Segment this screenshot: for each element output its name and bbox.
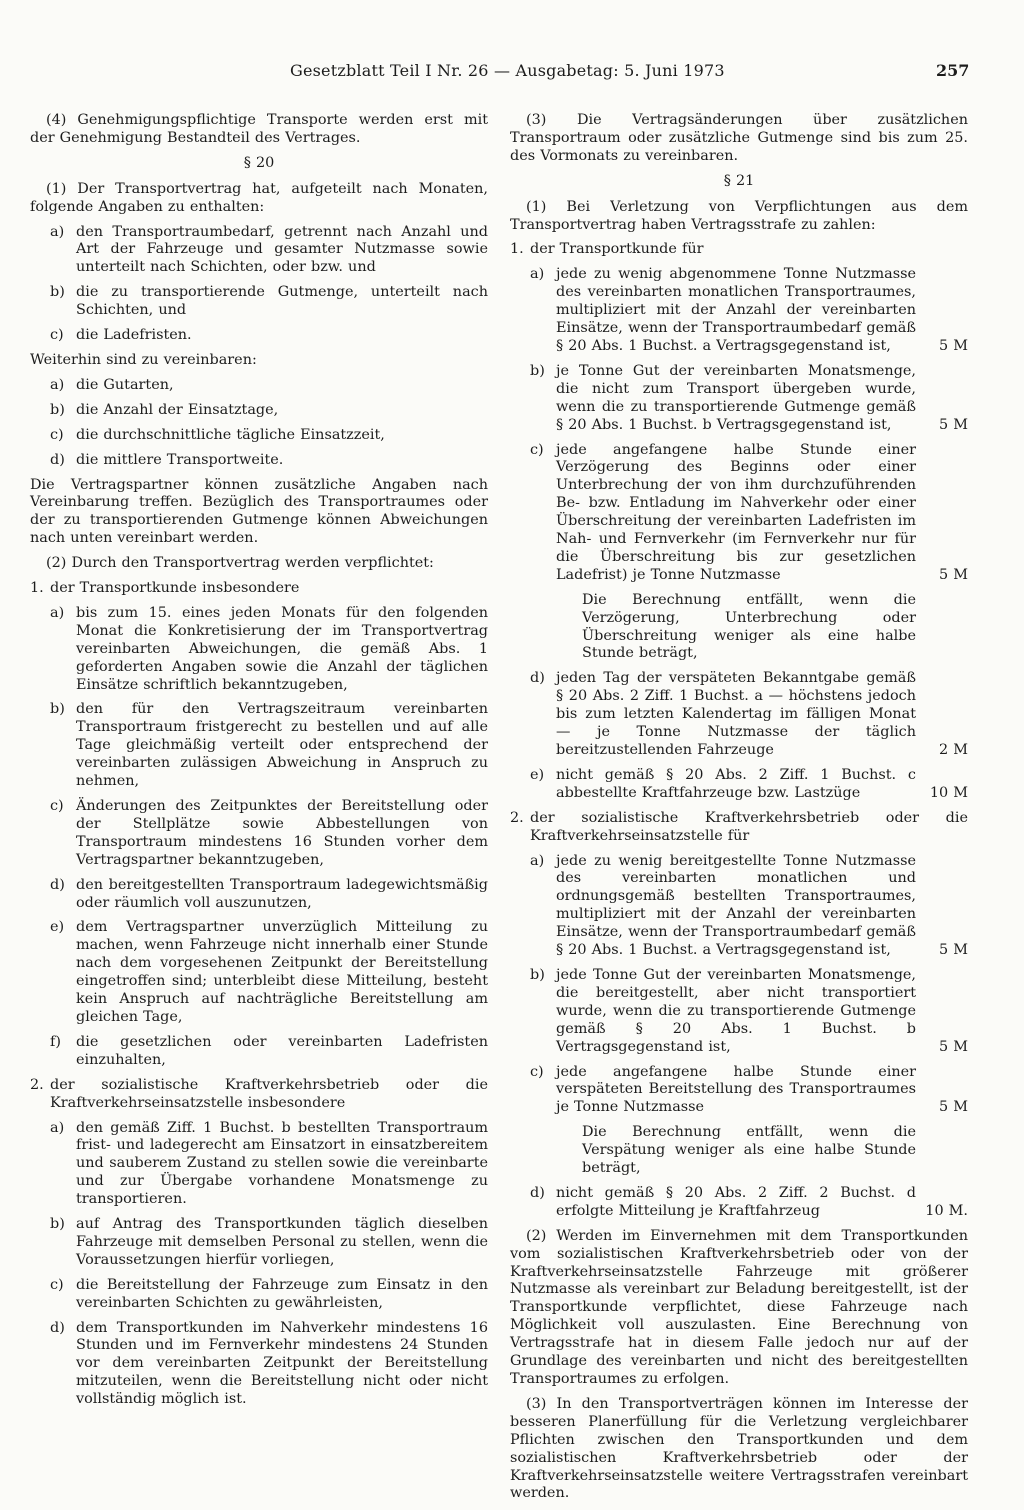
item-label: c)	[530, 1063, 544, 1080]
paragraph-3b: (3) In den Transportverträgen können im Interesse der besseren Planerfüllung für die Verletzung vergleichbarer Pflichten zwischen den Transportkunden und dem sozialistischen Kraftverkehrsbetrieb oder der Kraftverkehrseinsatzstelle weitere Vertragsstrafen vereinbart werden.	[510, 1395, 968, 1502]
item-label: b)	[50, 701, 65, 718]
item-label: c)	[50, 798, 64, 814]
penalty-amount: 5 M	[939, 416, 968, 433]
right-column	[510, 112, 968, 1510]
list-item	[30, 452, 488, 470]
item-label: b)	[50, 1216, 65, 1233]
item-text: der sozialistische Kraftverkehrsbetrieb oder die Kraftverkehrseinsatzstelle insbesondere	[50, 1076, 488, 1111]
list-item	[30, 284, 488, 320]
item-label: b)	[50, 284, 65, 301]
penalty-item	[510, 853, 968, 960]
list-item	[30, 377, 488, 395]
penalty-amount: 10 M	[929, 784, 968, 801]
paragraph-2: (2) Werden im Einvernehmen mit dem Transportkunden vom sozialistischen Kraftverkehrsbetrieb oder von der Kraftverkehrseinsatzstelle Fahrzeuge mit größerer Nutzmasse als vereinbart zur Beladung bereitgestellt, ist der Transportkunde verpflichtet, diese Fahrzeuge nach Möglichkeit voll auszulasten. Eine Berechnung von Vertragsstrafe hat in diesem Falle jedoch nur auf der Grundlage des vereinbarten und nicht des bereitgestellten Transportraumes zu erfolgen.	[510, 1227, 968, 1387]
list-item	[30, 224, 488, 278]
penalty-amount: 5 M	[939, 337, 968, 354]
item-label: b)	[50, 401, 65, 418]
list-item	[30, 327, 488, 345]
page-number: 257	[936, 61, 970, 80]
item-label: a)	[530, 852, 545, 869]
item-text: dem Vertragspartner unverzüglich Mitteilung zu machen, wenn Fahrzeuge nicht innerhalb einer Stunde nach dem vorgesehenen Zeitpunkt der Bereitstellung eingetroffen sind; unterbleibt diese Mitteilung, besteht kein Anspruch auf nachträgliche Bereitstellung am gleichen Tage,	[76, 919, 488, 1025]
penalty-amount: 5 M	[939, 566, 968, 583]
page-header	[0, 61, 1024, 85]
item-text: der Transportkunde für	[530, 241, 704, 258]
item-text: jeden Tag der verspäteten Bekanntgabe gemäß § 20 Abs. 2 Ziff. 1 Buchst. a — höchstens jedoch bis zum letzten Kalendertag im fälligen Monat — je Tonne Nutzmasse der täglich bereitzustellenden Fahrzeuge	[556, 670, 916, 758]
item-text: die Gutarten,	[76, 376, 174, 393]
item-text: jede Tonne Gut der vereinbarten Monatsmenge, die bereitgestellt, aber nicht transportiert wurde, wenn die zu transportierende Gutmenge gemäß § 20 Abs. 1 Buchst. b Vertragsgegenstand ist,	[556, 966, 916, 1055]
penalty-item	[510, 442, 968, 585]
item-label: c)	[50, 1276, 64, 1293]
item-label: a)	[50, 376, 65, 393]
item-text: nicht gemäß § 20 Abs. 2 Ziff. 1 Buchst. c abbestellte Kraftfahrzeuge bzw. Lastzüge	[556, 766, 916, 801]
penalty-amount: 5 M	[939, 1099, 968, 1116]
item-text: die mittlere Transportweite.	[76, 451, 284, 468]
list-item	[30, 402, 488, 420]
penalty-item	[510, 1064, 968, 1118]
section-heading-21: § 21	[723, 172, 755, 189]
paragraph-1: (1) Der Transportvertrag hat, aufgeteilt nach Monaten, folgende Angaben zu enthalten:	[30, 180, 488, 215]
item-text: dem Transportkunden im Nahverkehr mindestens 16 Stunden und im Fernverkehr mindestens 24 Stunden vor dem vereinbarten Zeitpunkt der Bereitstellung mitzuteilen, wenn die Bereitstellung nicht oder nicht vollständig möglich ist.	[76, 1319, 488, 1408]
penalty-amount: 2 M	[939, 742, 968, 758]
item-text: jede angefangene halbe Stunde einer verspäteten Bereitstellung des Transportraumes je Tonne Nutzmasse	[556, 1063, 916, 1116]
list-item	[510, 810, 968, 846]
item-label: d)	[530, 670, 545, 687]
penalty-item	[510, 967, 968, 1057]
item-text: Änderungen des Zeitpunktes der Bereitstellung oder der Stellplätze sowie Abbestellungen von Transportraum mindestens 16 Stunden vorher dem Vertragspartner bekanntzugeben,	[76, 798, 488, 868]
item-label: f)	[50, 1033, 61, 1050]
item-label: e)	[50, 919, 65, 936]
penalty-amount: 5 M	[939, 1038, 968, 1055]
penalty-note: Die Berechnung entfällt, wenn die Verzögerung, Unterbrechung oder Überschreitung weniger als eine halbe Stunde beträgt,	[582, 591, 916, 662]
left-column	[30, 112, 488, 1416]
section-heading-20: § 20	[243, 154, 275, 171]
list-item	[30, 1320, 488, 1410]
item-label: a)	[50, 1119, 65, 1136]
item-label: b)	[530, 966, 545, 983]
item-text: die zu transportierende Gutmenge, unterteilt nach Schichten, und	[76, 284, 488, 319]
item-text: je Tonne Gut der vereinbarten Monatsmenge, die nicht zum Transport übergeben wurde, wenn die zu transportierende Gutmenge gemäß § 20 Abs. 1 Buchst. b Vertragsgegenstand ist,	[556, 362, 916, 433]
paragraph-2: (2) Durch den Transportvertrag werden verpflichtet:	[46, 555, 434, 572]
item-text: jede zu wenig bereitgestellte Tonne Nutzmasse des vereinbarten monatlichen und ordnungsgemäß bestellten Transportraumes, multipliziert mit der Anzahl der vereinbarten Einsätze, wenn der Transportraumbedarf gemäß § 20 Abs. 1 Buchst. a Vertragsgegenstand ist,	[556, 852, 916, 959]
list-item	[30, 1216, 488, 1270]
list-item	[30, 798, 488, 870]
penalty-note: Die Berechnung entfällt, wenn die Verspätung weniger als eine halbe Stunde beträgt,	[582, 1124, 916, 1177]
item-label: d)	[50, 451, 65, 468]
item-label: 2.	[30, 1076, 44, 1093]
item-label: d)	[50, 876, 65, 893]
item-label: e)	[530, 766, 545, 783]
list-item	[30, 877, 488, 913]
item-text: bis zum 15. eines jeden Monats für den folgenden Monat die Konkretisierung der im Transportvertrag vereinbarten Abweichungen, die gemäß Abs. 1 geforderten Angaben sowie die Anzahl der täglichen Einsätze schriftlich bekanntzugeben,	[76, 604, 488, 693]
item-label: 1.	[510, 241, 524, 258]
list-item	[30, 919, 488, 1026]
list-item	[30, 1077, 488, 1113]
paragraph-3: (3) Die Vertragsänderungen über zusätzlichen Transportraum oder zusätzliche Gutmenge sind bis zum 25. des Vormonats zu vereinbaren.	[510, 112, 968, 164]
list-item	[510, 241, 968, 259]
gazette-title: Gesetzblatt Teil I Nr. 26 — Ausgabetag: 5. Juni 1973	[290, 61, 725, 80]
item-text: die Bereitstellung der Fahrzeuge zum Einsatz in den vereinbarten Schichten zu gewährleisten,	[76, 1276, 488, 1311]
list-item	[30, 580, 488, 598]
item-label: c)	[50, 327, 64, 344]
item-label: d)	[530, 1184, 545, 1201]
item-text: nicht gemäß § 20 Abs. 2 Ziff. 2 Buchst. d erfolgte Mitteilung je Kraftfahrzeug	[556, 1184, 916, 1219]
penalty-item	[510, 266, 968, 356]
item-text: die Anzahl der Einsatztage,	[76, 401, 279, 418]
further-agreements: Weiterhin sind zu vereinbaren:	[30, 351, 257, 368]
list-item	[30, 701, 488, 791]
item-label: 2.	[510, 809, 524, 826]
item-text: den bereitgestellten Transportraum ladegewichtsmäßig oder räumlich voll auszunutzen,	[76, 876, 488, 911]
item-text: die gesetzlichen oder vereinbarten Ladefristen einzuhalten,	[76, 1033, 488, 1068]
item-text: die Ladefristen.	[76, 327, 192, 344]
item-text: den Transportraumbedarf, getrennt nach Anzahl und Art der Fahrzeuge und gesamter Nutzmasse sowie unterteilt nach Schichten, oder bzw. und	[76, 223, 488, 276]
item-label: a)	[530, 266, 545, 283]
item-text: jede zu wenig abgenommene Tonne Nutzmasse des vereinbarten monatlichen Transportraumes, multipliziert mit der Anzahl der vereinbarten Einsätze, wenn der Transportraumbedarf gemäß § 20 Abs. 1 Buchst. a Vertragsgegenstand ist,	[556, 266, 916, 354]
item-label: a)	[50, 604, 65, 621]
paragraph-1: (1) Bei Verletzung von Verpflichtungen aus dem Transportvertrag haben Vertragsstrafe zu zahlen:	[510, 198, 968, 233]
contract-partners-paragraph: Die Vertragspartner können zusätzliche Angaben nach Vereinbarung treffen. Bezüglich des Transportraumes oder der zu transportierenden Gutmenge können Abweichungen nach unten vereinbart werden.	[30, 476, 488, 547]
list-item	[30, 427, 488, 445]
item-text: auf Antrag des Transportkunden täglich dieselben Fahrzeuge mit demselben Personal zu stellen, wenn die Voraussetzungen hierfür vorliegen,	[76, 1216, 488, 1268]
item-label: c)	[50, 426, 64, 443]
penalty-item	[510, 767, 968, 803]
penalty-item	[510, 670, 968, 760]
item-label: a)	[50, 223, 65, 240]
list-item	[30, 1120, 488, 1210]
item-label: d)	[50, 1319, 65, 1336]
item-label: c)	[530, 441, 544, 458]
penalty-amount: 10 M.	[925, 1202, 968, 1219]
penalty-item	[510, 1185, 968, 1221]
item-text: der Transportkunde insbesondere	[50, 580, 300, 597]
item-text: jede angefangene halbe Stunde einer Verzögerung des Beginns oder einer Unterbrechung der von ihm durchzuführenden Be- bzw. Entladung im Nahverkehr oder einer Überschreitung der vereinbarten Ladefristen im Nah- und Fernverkehr (im Fernverkehr nur für die Überschreitung bis zur gesetzlichen Ladefrist) je Tonne Nutzmasse	[556, 441, 916, 583]
item-text: der sozialistische Kraftverkehrsbetrieb oder die Kraftverkehrseinsatzstelle für	[530, 809, 968, 844]
list-item	[30, 605, 488, 695]
list-item	[30, 1277, 488, 1313]
item-text: den gemäß Ziff. 1 Buchst. b bestellten Transportraum frist- und ladegerecht am Einsatzort in einsatzbereitem und sauberem Zustand zu stellen sowie die vereinbarte und zur Übergabe vorhandene Monatsmenge zu transportieren.	[76, 1119, 488, 1208]
penalty-amount: 5 M	[939, 942, 968, 959]
item-text: die durchschnittliche tägliche Einsatzzeit,	[76, 426, 385, 443]
paragraph-4: (4) Genehmigungspflichtige Transporte werden erst mit der Genehmigung Bestandteil des Vertrages.	[30, 112, 488, 146]
list-item	[30, 1034, 488, 1070]
item-label: 1.	[30, 580, 44, 597]
penalty-item	[510, 363, 968, 435]
item-label: b)	[530, 362, 545, 379]
item-text: den für den Vertragszeitraum vereinbarten Transportraum fristgerecht zu bestellen und auf alle Tage gleichmäßig verteilt oder entsprechend der vereinbarten zulässigen Abweichung in Anspruch zu nehmen,	[76, 701, 488, 790]
